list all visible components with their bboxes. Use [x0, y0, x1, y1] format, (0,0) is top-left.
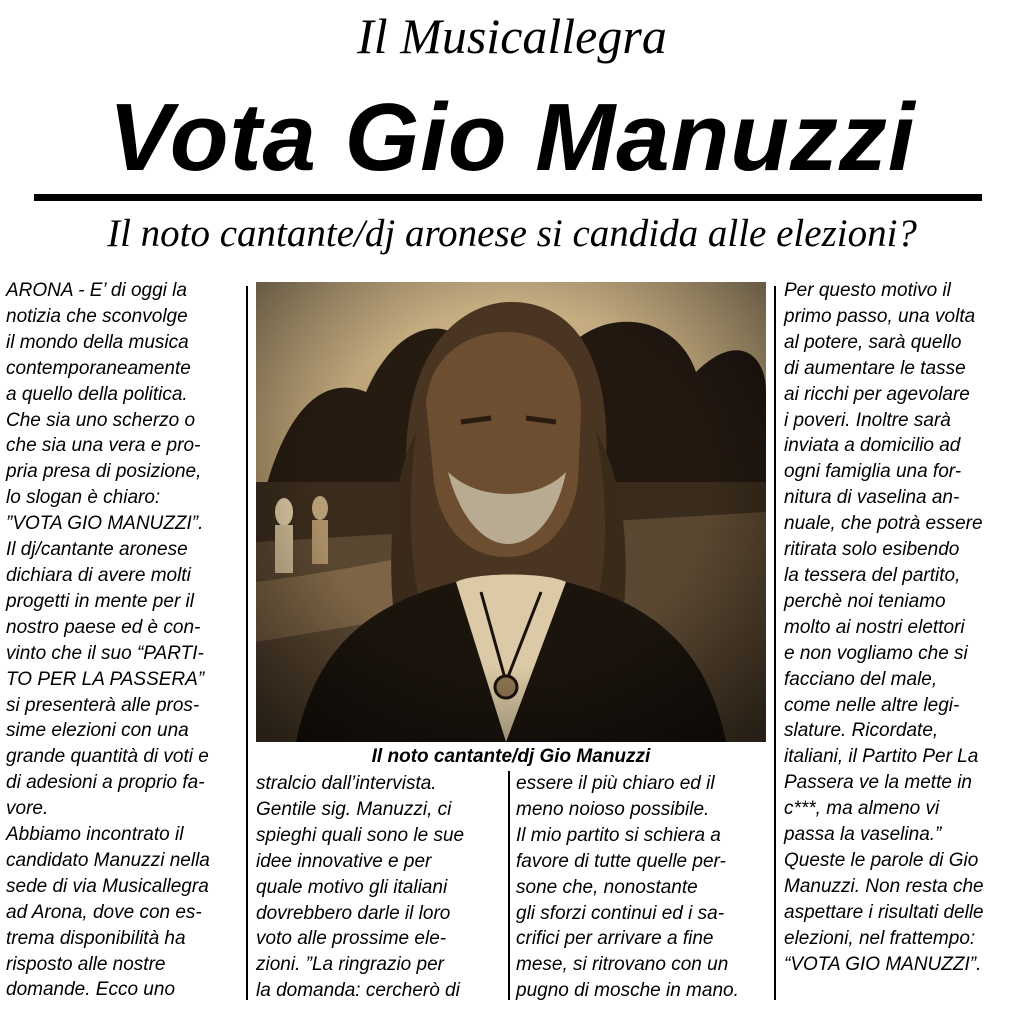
- article-column-1: ARONA - E’ di oggi la notizia che sconvolge il mondo della musica contemporaneamente a quello della politica. Che sia uno scherzo o che sia una vera e pro- pria presa di posizione, lo slogan è chiaro: ”VOTA GIO MANUZZI”. Il dj/cantante aronese dichiara di avere molti progetti in mente per il nostro paese ed è con- vinto che il suo “PARTI- TO PER LA PASSERA” si presenterà alle pros- sime elezioni con una grande quantità di voti e di adesioni a proprio fa- vore. Abbiamo incontrato il candidato Manuzzi nella sede di via Musicallegra ad Arona, dove con es- trema disponibilità ha risposto alle nostre domande. Ecco uno: [6, 280, 210, 1001]
- column-divider-2: [508, 771, 510, 1000]
- column-divider-1: [246, 286, 248, 1000]
- article-column-3: essere il più chiaro ed il meno noioso possibile. Il mio partito si schiera a favore di tutte quelle per- sone che, nonostante gli sforzi continui ed i sa- crifici per arrivare a fine mese, si ritrovano con un pugno di mosche in mano.: [516, 773, 739, 1002]
- headline: Vota Gio Manuzzi: [108, 84, 916, 191]
- subheadline: Il noto cantante/dj aronese si candida alle elezioni?: [107, 212, 917, 255]
- column-divider-3: [774, 286, 776, 1000]
- portrait-illustration: [256, 282, 766, 742]
- masthead: Il Musicallegra: [357, 8, 667, 64]
- candidate-photo: [256, 282, 766, 742]
- article-column-4: Per questo motivo il primo passo, una volta al potere, sarà quello di aumentare le tasse ai ricchi per agevolare i poveri. Inoltre sarà inviata a domicilio ad ogni famiglia una for- nitura di vaselina an- nuale, che potrà essere ritirata solo esibendo la tessera del partito, perchè noi teniamo molto ai nostri elettori e non vogliamo che si facciano del male, come nelle altre legi- slature. Ricordate, italiani, il Partito Per La Passera ve la mette in c***, ma almeno vi passa la vaselina.” Queste le parole di Gio Manuzzi. Non resta che aspettare i risultati delle elezioni, nel frattempo: “VOTA GIO MANUZZI”.: [784, 280, 984, 975]
- headline-divider: [34, 194, 982, 201]
- photo-caption: Il noto cantante/dj Gio Manuzzi: [371, 746, 651, 767]
- article-column-2: stralcio dall’intervista. Gentile sig. Manuzzi, ci spieghi quali sono le sue idee innovative e per quale motivo gli italiani dovrebbero darle il loro voto alle prossime ele- zioni. ”La ringrazio per la domanda: cercherò di: [256, 773, 465, 1002]
